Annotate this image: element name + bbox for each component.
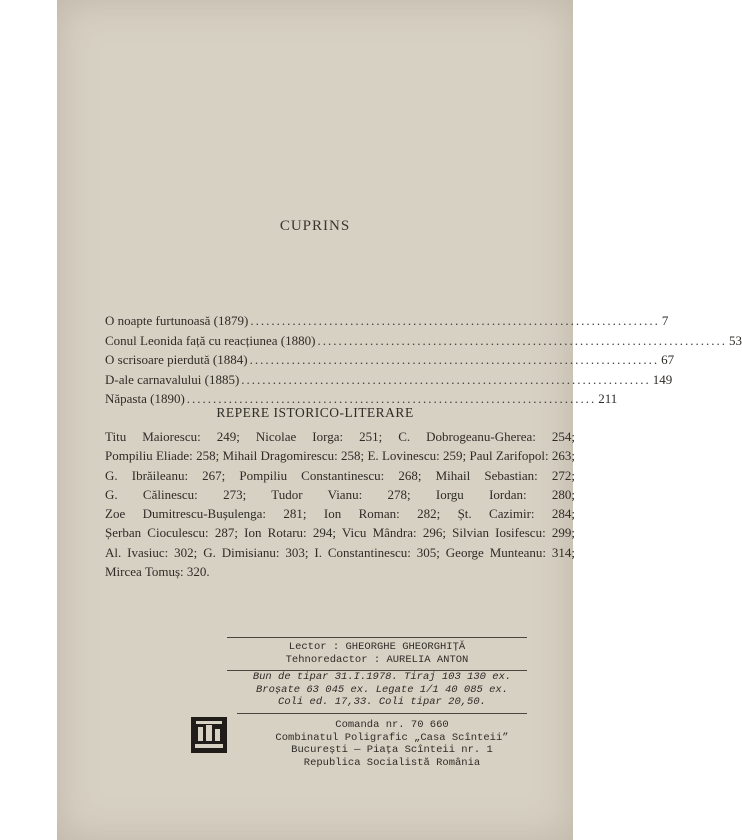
toc-entry-title: O noapte furtunoasă (1879) xyxy=(105,313,249,328)
literary-references xyxy=(105,427,575,581)
publisher-line: Republica Socialistă România xyxy=(303,756,481,769)
reference-item: G. Ibrăileanu: 267; xyxy=(105,467,226,483)
dot-leader: .............................................................................. xyxy=(186,391,597,406)
reference-item: Paul Zarifopol: 263; xyxy=(469,448,576,464)
colophon-credits xyxy=(227,633,527,673)
publisher-line: București — Piața Scînteii nr. 1 xyxy=(291,744,493,756)
reference-item: George Munteanu: 314; xyxy=(445,544,576,560)
reference-item: Șerban Cioculescu: 287; xyxy=(105,525,238,541)
toc-entry-page: 149 xyxy=(652,371,673,387)
book-page xyxy=(57,0,742,840)
dot-leader: .............................................................................. xyxy=(317,332,727,348)
dot-leader: .............................................................................. xyxy=(241,371,651,387)
print-info-line: Broșate 63 045 ex. Legate 1/1 40 085 ex. xyxy=(255,683,509,696)
toc-entry-title: D-ale carnavalului (1885) xyxy=(105,371,240,387)
publisher-logo-icon xyxy=(190,716,228,754)
tehnoredactor-credit: Tehnoredactor : AURELIA ANTON xyxy=(285,654,469,666)
toc-entry-page: 211 xyxy=(598,391,618,406)
reference-item: Ion Rotaru: 294; xyxy=(244,525,336,541)
reference-item: I. Constantinescu: 305; xyxy=(314,544,440,560)
toc-entry-page: 53 xyxy=(728,332,742,348)
reference-item: Al. Ivasiuc: 302; xyxy=(105,544,198,560)
reference-item: C. Dobrogeanu-Gherea: 254; xyxy=(398,429,575,444)
toc-entry-title: Năpasta (1890) xyxy=(105,391,185,406)
toc-entry xyxy=(105,313,669,333)
reference-item: Mircea Tomuș: 320. xyxy=(105,564,210,580)
print-info-line: Coli ed. 17,33. Coli tipar 20,50. xyxy=(278,696,486,708)
toc-entry xyxy=(105,352,675,372)
reference-item: Silvian Iosifescu: 299; xyxy=(452,525,575,541)
toc-entry xyxy=(105,371,673,392)
reference-item: E. Lovinescu: 259; xyxy=(367,448,467,464)
toc-entry-title: Conul Leonida față cu reacțiunea (1880) xyxy=(105,332,316,348)
page-title: CUPRINS xyxy=(279,218,351,234)
divider xyxy=(227,637,527,638)
reference-item: Nicolae Iorga: 251; xyxy=(255,429,383,444)
reference-item: Pompiliu Eliade: 258; xyxy=(105,448,220,464)
publisher-info xyxy=(247,719,537,769)
toc-entry-title: O scrisoare pierdută (1884) xyxy=(105,352,248,367)
reference-item: G. Dimisianu: 303; xyxy=(203,544,309,560)
section-heading: REPERE ISTORICO-LITERARE xyxy=(216,405,414,420)
dot-leader: .............................................................................. xyxy=(249,352,660,367)
reference-item: Mihail Sebastian: 272; xyxy=(435,467,575,483)
reference-item: Titu Maiorescu: 249; xyxy=(105,429,240,444)
reference-item: Mihail Dragomirescu: 258; xyxy=(222,448,365,464)
print-info-line: Bun de tipar 31.I.1978. Tiraj 103 130 ex. xyxy=(252,671,512,683)
dot-leader: .............................................................................. xyxy=(250,313,660,328)
reference-item: Ion Roman: 282; xyxy=(323,506,441,522)
reference-item: Zoe Dumitrescu-Bușulenga: 281; xyxy=(105,506,307,522)
publisher-line: Comanda nr. 70 660 xyxy=(335,719,449,731)
reference-item: Tudor Vianu: 278; xyxy=(271,486,411,502)
toc-entry-page: 67 xyxy=(661,352,675,367)
reference-item: Vicu Mândra: 296; xyxy=(341,525,446,541)
reference-item: Pompiliu Constantinescu: 268; xyxy=(239,467,422,483)
table-of-contents xyxy=(105,313,742,411)
reference-item: Iorgu Iordan: 280; xyxy=(435,486,576,502)
print-info xyxy=(237,671,527,714)
divider xyxy=(237,713,527,714)
reference-item: Șt. Cazimir: 284; xyxy=(457,506,575,522)
publisher-line: Combinatul Poligrafic „Casa Scînteii” xyxy=(275,731,509,744)
reference-item: G. Călinescu: 273; xyxy=(105,486,247,502)
toc-entry-page: 7 xyxy=(661,313,669,328)
toc-entry xyxy=(105,332,742,353)
lector-credit: Lector : GHEORGHE GHEORGHIȚĂ xyxy=(288,641,466,653)
